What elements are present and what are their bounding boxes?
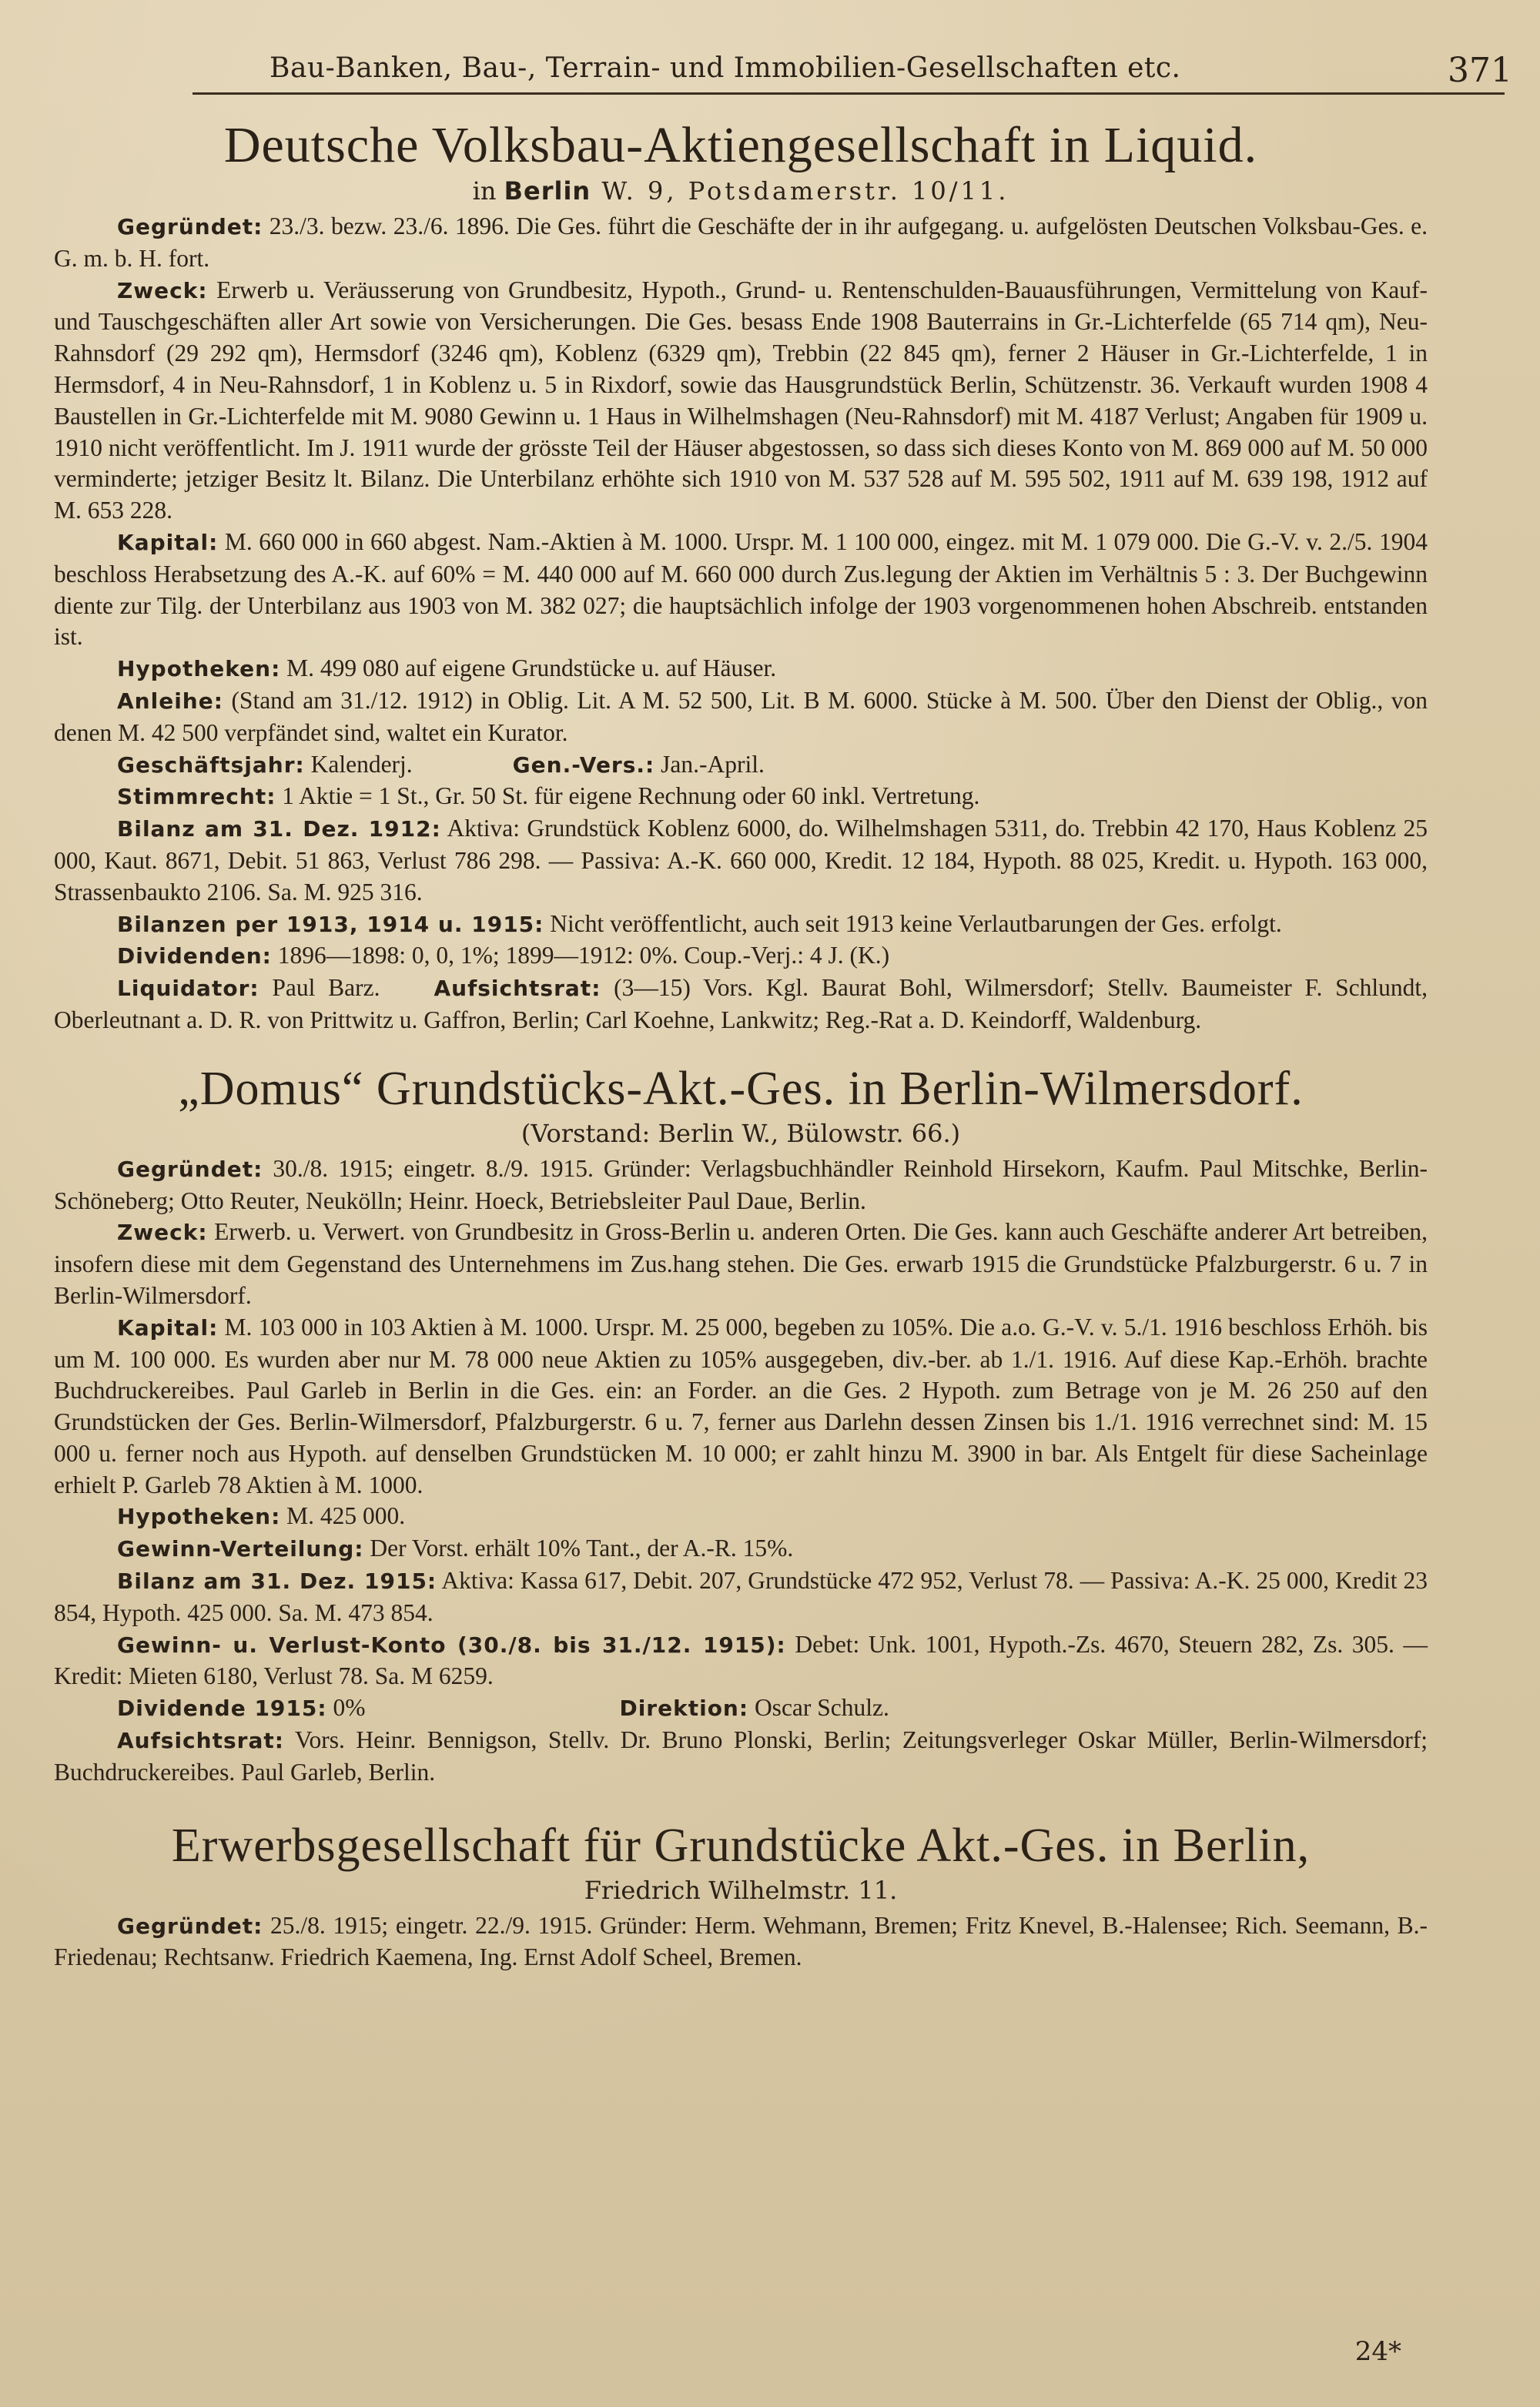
paragraph-gewinn-verteilung: [54, 1533, 1428, 1565]
field-label: Kapital:: [117, 529, 219, 555]
field-text: 30./8. 1915; eingetr. 8./9. 1915. Gründer: Verlagsbuchhändler Reinhold Hirsekorn, Kaufm. Paul Mitschke, Berlin-Schöneberg; Otto Reuter, Neukölln; Heinr. Hoeck, Betriebsleiter Paul Daue, Berlin.: [54, 1154, 1428, 1214]
field-label: Gegründet:: [117, 1913, 263, 1939]
field-label: Gewinn- u. Verlust-Konto (30./8. bis 31./12. 1915):: [117, 1632, 786, 1658]
paragraph-bilanzen-1913-1915: [54, 909, 1428, 941]
field-text: Debet: Unk. 1001, Hypoth.-Zs. 4670, Steuern 282, Zs. 305. — Kredit: Mieten 6180, Verlust 78. Sa. M 6259.: [54, 1630, 1428, 1690]
field-text: Oscar Schulz.: [748, 1694, 889, 1722]
printer-signature-mark: 24*: [1354, 2336, 1401, 2367]
field-text: Aktiva: Kassa 617, Debit. 207, Grundstücke 472 952, Verlust 78. — Passiva: A.-K. 25 000, Kredit 23 854, Hypoth. 425 000. Sa. M. 473 854.: [54, 1567, 1428, 1626]
entry-title-volksbau: Deutsche Volksbau-Aktiengesellschaft in Liquid.: [223, 117, 1258, 173]
paragraph-anleihe: [54, 685, 1428, 749]
paragraph-kapital: [54, 527, 1428, 653]
running-title: Bau-Banken, Bau-, Terrain- und Immobilien-Gesellschaften etc.: [270, 52, 1181, 84]
paragraph-gegruendet: [54, 211, 1428, 275]
field-label: Gewinn-Verteilung:: [117, 1536, 364, 1562]
field-text: 1896—1898: 0, 0, 1%; 1899—1912: 0%. Coup.-Verj.: 4 J. (K.): [271, 942, 890, 969]
field-label: Dividende 1915:: [117, 1696, 327, 1722]
paragraph-zweck: [54, 1217, 1428, 1311]
field-text: M. 660 000 in 660 abgest. Nam.-Aktien à M. 1000. Urspr. M. 1 100 000, eingez. mit M. 1 079 000. Die G.-V. v. 2./5. 1904 beschloss Herabsetzung des A.-K. auf 60% = M. 440 000 auf M. 660 000 durch Zus.legung der Aktien im Verhältnis 5 : 3. Der Buchgewinn diente zur Tilg. der Unterbilanz aus 1903 von M. 382 027; die hauptsächlich infolge der 1903 vorgenommenen hohen Abschreib. entstanden ist.: [54, 527, 1428, 651]
field-text: 25./8. 1915; eingetr. 22./9. 1915. Gründer: Herm. Wehmann, Bremen; Fritz Knevel, B.-Halensee; Rich. Seemann, B.-Friedenau; Rechtsanw. Friedrich Kaemena, Ing. Ernst Adolf Scheel, Bremen.: [54, 1911, 1428, 1971]
paragraph-bilanz-1915: [54, 1565, 1428, 1629]
entry-subtitle-erwerbsgesellschaft: Friedrich Wilhelmstr. 11.: [584, 1875, 898, 1905]
field-text: Aktiva: Grundstück Koblenz 6000, do. Wilhelmshagen 5311, do. Trebbin 42 170, Haus Koblenz 25 000, Kaut. 8671, Debit. 51 863, Verlust 786 298. — Passiva: A.-K. 660 000, Kredit. 12 184, Hypoth. 88 025, Kredit. u. Hypoth. 163 000, Strassenbaukto 2106. Sa. M. 925 316.: [54, 815, 1428, 906]
paragraph-stimmrecht: [54, 781, 1428, 813]
field-text: M. 499 080 auf eigene Grundstücke u. auf Häuser.: [280, 654, 777, 682]
field-text: Der Vorst. erhält 10% Tant., der A.-R. 15%.: [363, 1535, 794, 1562]
field-text: Kalenderj.: [304, 750, 413, 778]
field-label: Bilanzen per 1913, 1914 u. 1915:: [117, 911, 544, 937]
field-label: Hypotheken:: [117, 1504, 281, 1530]
field-label: Gegründet:: [117, 1156, 263, 1182]
field-text: Vors. Heinr. Bennigson, Stellv. Dr. Bruno Plonski, Berlin; Zeitungsverleger Oskar Müller, Berlin-Wilmersdorf; Buchdruckereibes. Paul Garleb, Berlin.: [54, 1726, 1428, 1786]
field-label: Geschäftsjahr:: [117, 752, 305, 778]
paragraph-aufsichtsrat: [54, 1725, 1428, 1789]
field-label: Gen.-Vers.:: [512, 752, 655, 778]
paragraph-kapital: [54, 1312, 1428, 1501]
address-street: W. 9, Potsdamerstr. 10/11.: [591, 176, 1009, 206]
header-rule: [192, 92, 1505, 95]
field-label: Anleihe:: [117, 688, 223, 714]
field-text: Jan.-April.: [654, 750, 765, 778]
field-text: (Stand am 31./12. 1912) in Oblig. Lit. A M. 52 500, Lit. B M. 6000. Stücke à M. 500. Über den Dienst der Oblig., von denen M. 42 500 verpfändet sind, waltet ein Kurator.: [54, 686, 1428, 746]
field-label: Aufsichtsrat:: [117, 1728, 284, 1754]
paragraph-zweck: [54, 275, 1428, 527]
address-prefix: in: [472, 176, 504, 206]
paragraph-gegruendet: [54, 1153, 1428, 1217]
field-label: Zweck:: [117, 277, 208, 303]
field-text: Paul Barz.: [259, 974, 380, 1002]
field-text: M. 103 000 in 103 Aktien à M. 1000. Urspr. M. 25 000, begeben zu 105%. Die a.o. G.-V. v. 5./1. 1916 beschloss Erhöh. bis um M. 100 000. Es wurden aber nur M. 78 000 neue Aktien zu 105% ausgegeben, div.-ber. ab 1./1. 1916. Auf diese Kap.-Erhöh. brachte Buchdruckereibes. Paul Garleb in Berlin in die Ges. ein: an Forder. an die Ges. 2 Hypoth. zum Betrage von je M. 26 250 auf den Grundstücken der Ges. Berlin-Wilmersdorf, Pfalzburgerstr. 6 u. 7, ferner aus Darlehn dessen Zinsen bis 1./1. 1916 verrechnet sind: M. 15 000 u. ferner noch aus Hypoth. auf denselben Grundstücken M. 10 000; er zahlt hinzu M. 3900 in bar. Als Entgelt für diese Sacheinlage erhielt P. Garleb 78 Aktien à M. 1000.: [54, 1313, 1428, 1498]
field-label: Hypotheken:: [117, 656, 281, 682]
field-label: Liquidator:: [117, 976, 259, 1002]
field-text: Nicht veröffentlicht, auch seit 1913 keine Verlautbarungen der Ges. erfolgt.: [544, 909, 1282, 937]
field-label: Gegründet:: [117, 214, 263, 239]
field-text: M. 425 000.: [280, 1502, 406, 1530]
field-label: Dividenden:: [117, 943, 272, 969]
page-number: 371: [1448, 51, 1512, 90]
entry-subtitle-domus: (Vorstand: Berlin W., Bülowstr. 66.): [521, 1118, 961, 1148]
field-text: Erwerb. u. Verwert. von Grundbesitz in Gross-Berlin u. anderen Orten. Die Ges. kann auch Geschäfte anderer Art betreiben, insofern diese mit dem Gegenstand des Unternehmens im Zus.hang stehen. Die Ges. erwarb 1915 die Grundstücke Pfalzburgerstr. 6 u. 7 in Berlin-Wilmersdorf.: [54, 1218, 1428, 1309]
address-city: Berlin: [504, 176, 591, 206]
field-text: (3—15) Vors. Kgl. Baurat Bohl, Wilmersdorf; Stellv. Baumeister F. Schlundt, Oberleutnant a. D. R. von Prittwitz u. Gaffron, Berlin; Carl Koehne, Lankwitz; Reg.-Rat a. D. Keindorff, Waldenburg.: [54, 974, 1428, 1033]
field-text: 1 Aktie = 1 St., Gr. 50 St. für eigene Rechnung oder 60 inkl. Vertretung.: [276, 782, 980, 810]
paragraph-gegruendet: [54, 1910, 1428, 1974]
field-label: Zweck:: [117, 1220, 208, 1246]
entry-title-domus: „Domus“ Grundstücks-Akt.-Ges. in Berlin-Wilmersdorf.: [178, 1062, 1304, 1115]
field-text: 0%: [326, 1694, 366, 1722]
paragraph-dividenden: [54, 940, 1428, 973]
running-header: [54, 51, 1512, 105]
entry-title-erwerbsgesellschaft: Erwerbsgesellschaft für Grundstücke Akt.-Ges. in Berlin,: [171, 1819, 1311, 1872]
paragraph-hypotheken: [54, 653, 1428, 685]
paragraph-liquidator: [54, 973, 1428, 1036]
paragraph-geschaeftsjahr: [54, 749, 1428, 782]
field-label: Bilanz am 31. Dez. 1915:: [117, 1568, 437, 1595]
paragraph-dividende-1915: [54, 1692, 1428, 1725]
paragraph-hypotheken: [54, 1501, 1428, 1533]
field-label: Stimmrecht:: [117, 784, 276, 810]
field-text: Erwerb u. Veräusserung von Grundbesitz, Hypoth., Grund- u. Rentenschulden-Bauausführungen, Vermittelung von Kauf- und Tauschgeschäften aller Art sowie von Versicherungen. Die Ges. besass Ende 1908 Bauterrains in Gr.-Lichterfelde (65 714 qm), Neu-Rahnsdorf (29 292 qm), Hermsdorf (3246 qm), Koblenz (6329 qm), Trebbin (22 845 qm), ferner 2 Häuser in Gr.-Lichterfelde, 1 in Hermsdorf, 4 in Neu-Rahnsdorf, 1 in Koblenz u. 5 in Rixdorf, sowie das Hausgrundstück Berlin, Schützenstr. 36. Verkauft wurden 1908 4 Baustellen in Gr.-Lichterfelde mit M. 9080 Gewinn u. 1 Haus in Wilhelmshagen (Neu-Rahnsdorf) mit M. 4187 Verlust; Angaben für 1909 u. 1910 nicht veröffentlicht. Im J. 1911 wurde der grösste Teil der Häuser abgestossen, so dass sich dieses Konto von M. 869 000 auf M. 50 000 verminderte; jetziger Besitz lt. Bilanz. Die Unterbilanz erhöhte sich 1910 von M. 537 528 auf M. 595 502, 1911 auf M. 639 198, 1912 auf M. 653 228.: [54, 276, 1428, 524]
field-text: 23./3. bezw. 23./6. 1896. Die Ges. führt die Geschäfte der in ihr aufgegang. u. aufgelösten Deutschen Volksbau-Ges. e. G. m. b. H. fort.: [54, 213, 1428, 272]
paragraph-bilanz-1912: [54, 813, 1428, 908]
paragraph-gewinn-verlust-konto: [54, 1629, 1428, 1693]
field-label: Bilanz am 31. Dez. 1912:: [117, 816, 441, 842]
field-label: Direktion:: [619, 1696, 749, 1722]
entry-address-volksbau: [54, 176, 1428, 206]
field-label: Kapital:: [117, 1314, 219, 1341]
field-label: Aufsichtsrat:: [434, 976, 601, 1002]
